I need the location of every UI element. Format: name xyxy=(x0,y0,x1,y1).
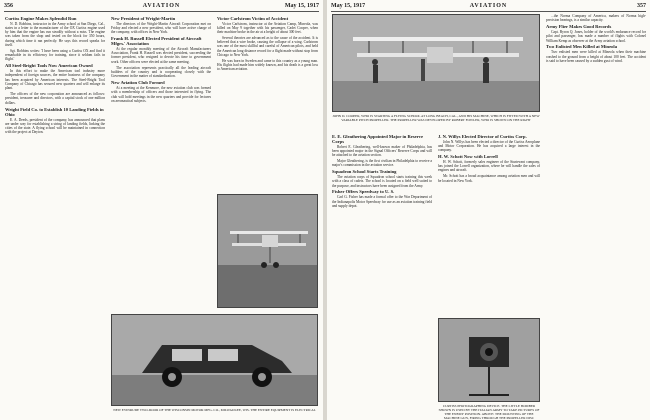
article-paragraph: N. D. Robbins, instructor in the Army school at San Diego, Cal., states in a letter to the manufacturer of the OX Curtiss engine used by him that the engine has run steadily without a miss. The engine was taken from the shop and tested on the block for 350 hours, during which time it ran perfectly. He says this record speaks for itself. xyxy=(5,21,105,47)
article-heading: Frank H. Russell Elected President of Aircraft Mfgrs.' Association xyxy=(111,35,202,46)
right-column-3 xyxy=(546,14,646,416)
article-heading: New President of Wright-Martin xyxy=(111,15,176,21)
article-paragraph: Mr. Schott has a broad acquaintance among aviation men and will be located in New York. xyxy=(438,174,540,183)
article-paragraph: E. A. Deeds, president of the company, has announced that plans are under way for establishing a string of landing fields, linking the cities of the state. A flying school will be maintained in connection with the project at Dayton. xyxy=(5,117,105,135)
car-photo xyxy=(111,314,318,406)
article-heading: Curtiss Engine Makes Splendid Run xyxy=(5,15,77,21)
article-paragraph: H. W. Schott, formerly sales engineer of the Sturtevant company, has joined the Lorrell organization, where he will handle the sales of engines and aircraft. xyxy=(438,159,540,173)
article-heading: Army Flier Makes Good Records xyxy=(546,24,612,30)
camera-device-photo xyxy=(438,318,540,402)
article-paragraph: Sgt. Robbins writes: 'I have been using a Curtiss OX and find it remarkable in its efficiency for training, since it seldom fails in flight.' xyxy=(5,48,105,62)
article-paragraph: Victor Carlstrom, instructor at the Aviation Camp, Mineola, was killed on May 9 together with his passenger, Cadet Cooper, when their machine broke in the air at a height of about 300 feet. xyxy=(217,21,318,35)
left-bottom-caption: NEW EVINRUDE TWO-DOOR OF THE WISCONSIN MOTOR MFG. CO., MILWAUKEE, WIS. THE ENTIRE EQUIPMENT IS ELECTRICAL xyxy=(113,408,316,412)
article-paragraph: John N. Willys has been elected a director of the Curtiss Aeroplane and Motor Corporation. He has acquired a large interest in the company. xyxy=(438,139,540,153)
airplane-photo xyxy=(217,194,318,308)
left-running-head xyxy=(4,3,319,12)
article-paragraph: Major Gleathering, is the first civilian in Philadelphia to receive a major's commission in the aviation service. xyxy=(332,158,432,168)
left-date: May 15, 1917 xyxy=(284,3,319,9)
left-page-number: 356 xyxy=(4,3,13,9)
article-heading: Fisher Offers Speedway to U. S. xyxy=(332,189,395,195)
left-page xyxy=(0,0,323,420)
article-paragraph: At the regular monthly meeting of the Aircraft Manufacturers Association, Frank H. Russell was elected president, succeeding the former president, who resigned to devote his time to government work. Other officers were elected at the same meeting. xyxy=(111,46,211,64)
article-heading: H. W. Schott Now with Lorrell xyxy=(438,153,498,159)
article-paragraph: He was born in Sweden and came to this country as a young man. His flights had made him widely known, and his death is a great loss to American aviation. xyxy=(217,58,318,72)
right-running-title: AVIATION xyxy=(469,3,508,9)
article-paragraph: Two enlisted men were killed at Mineola when their machine crashed to the ground from a height of about 100 feet. The accident is said to have been caused by a sudden gust of wind. xyxy=(546,50,646,64)
left-running-title: AVIATION xyxy=(142,3,181,9)
article-paragraph: Several theories are advanced as to the cause of the accident. It is believed that a wire broke, causing the collapse of a wing. Carlstrom was one of the most skillful and careful of American pilots, and held the American long distance record for a flight made without stop from Chicago to New York. xyxy=(217,35,318,58)
article-heading: Squadron School Starts Training xyxy=(332,168,397,174)
article-heading: Two Enlisted Men Killed at Mineola xyxy=(546,44,617,50)
right-column-1 xyxy=(332,132,432,420)
article-heading: New Aviation Club Formed xyxy=(111,79,165,85)
article-paragraph: The officers of the new corporation are announced as follows: president, treasurer and directors, with a capital stock of one million dollars. xyxy=(5,92,105,105)
right-running-head xyxy=(331,3,646,12)
article-paragraph: The association represents practically all the leading aircraft builders of the country and is cooperating closely with the Government in the matter of standardization. xyxy=(111,65,211,79)
article-heading: All Steel-Bright Tools Now American Owned xyxy=(5,63,93,69)
biplane-photo xyxy=(332,14,540,112)
article-heading: Victor Carlstrom Victim of Accident xyxy=(217,15,289,21)
article-paragraph: ...the Norma Company of America, makers of Norma high-precision bearings, is a similar capacity. xyxy=(546,14,646,23)
article-paragraph: At a meeting at the Kenmore, the new aviation club was formed with a membership of officers and those interested in flying. The club will hold meetings in the new quarters and provide for lectures on aeronautical subjects. xyxy=(111,85,211,103)
article-paragraph: Robert E. Gleathering, well-known maker of Philadelphia, has been appointed major in the Signal Officers' Reserve Corps and will be attached to the aviation section. xyxy=(332,144,432,158)
article-paragraph: Capt. Byron Q. Jones, holder of the world's endurance record for pilot and passenger, has made a number of flights with Colonel William Kemp as observer at the Army aviation school. xyxy=(546,30,646,43)
article-heading: E. E. Gleathering Appointed Major in Reserve Corps xyxy=(332,133,424,144)
right-date: May 15, 1917 xyxy=(331,3,366,9)
article-heading: J. N. Willys Elected Director of Curtiss Corp. xyxy=(438,133,527,139)
left-column-3 xyxy=(217,14,318,192)
right-top-caption: JOHN D. COOPER, WHO IS STARTING A FLYING SCHOOL AT LONG BEACH, CAL., AND HIS MACHINE, WHICH IS FITTED WITH A NEW VARIABLE PITCH PROPELLER. THE PROPELLER WAS DEVELOPED BY ROBERT FOWLER, WHO IS SHOWN ON THE RIGHT xyxy=(332,114,540,122)
right-column-2 xyxy=(438,132,540,312)
article-paragraph: The aviation corps of Squadron school starts training this week with a class of cadets. The school is located on a field well suited to the purpose, and instructors have been assigned from the Army. xyxy=(332,174,432,188)
left-column-1 xyxy=(5,14,105,416)
article-paragraph: Carl G. Fisher has made a formal offer to the War Department of the Indianapolis Motor Speedway for use as an aviation training field and supply depot. xyxy=(332,195,432,208)
left-column-2 xyxy=(111,14,211,314)
right-page-number: 357 xyxy=(637,3,646,9)
article-paragraph: In this effort to make the American tool industry more independent of foreign sources, the entire business of the company has been acquired by American interests. The Steel-Bright Tool Company of Chicago has secured new quarters and will enlarge its plant. xyxy=(5,69,105,91)
article-heading: Weight Field Co. to Establish 10 Landing Fields in Ohio xyxy=(5,106,104,117)
right-bottom-caption: CURTISS PHOTOGRAPHING DEVICE. THE LITTLE BOMBER SHOWN IS USED BY THE ITALIAN ARMY TO TAKE PICTURES OF THE ENEMY POSITION. ABOVE: THE MOUNTING OF THE MACHINE GUN, FIRING THROUGH THE PROPELLER DISC xyxy=(438,404,540,420)
article-paragraph: The directors of the Wright-Martin Aircraft Corporation met on Friday and elected a new president, who will have active charge of the company, with offices in New York. xyxy=(111,21,211,35)
right-page xyxy=(327,0,650,420)
